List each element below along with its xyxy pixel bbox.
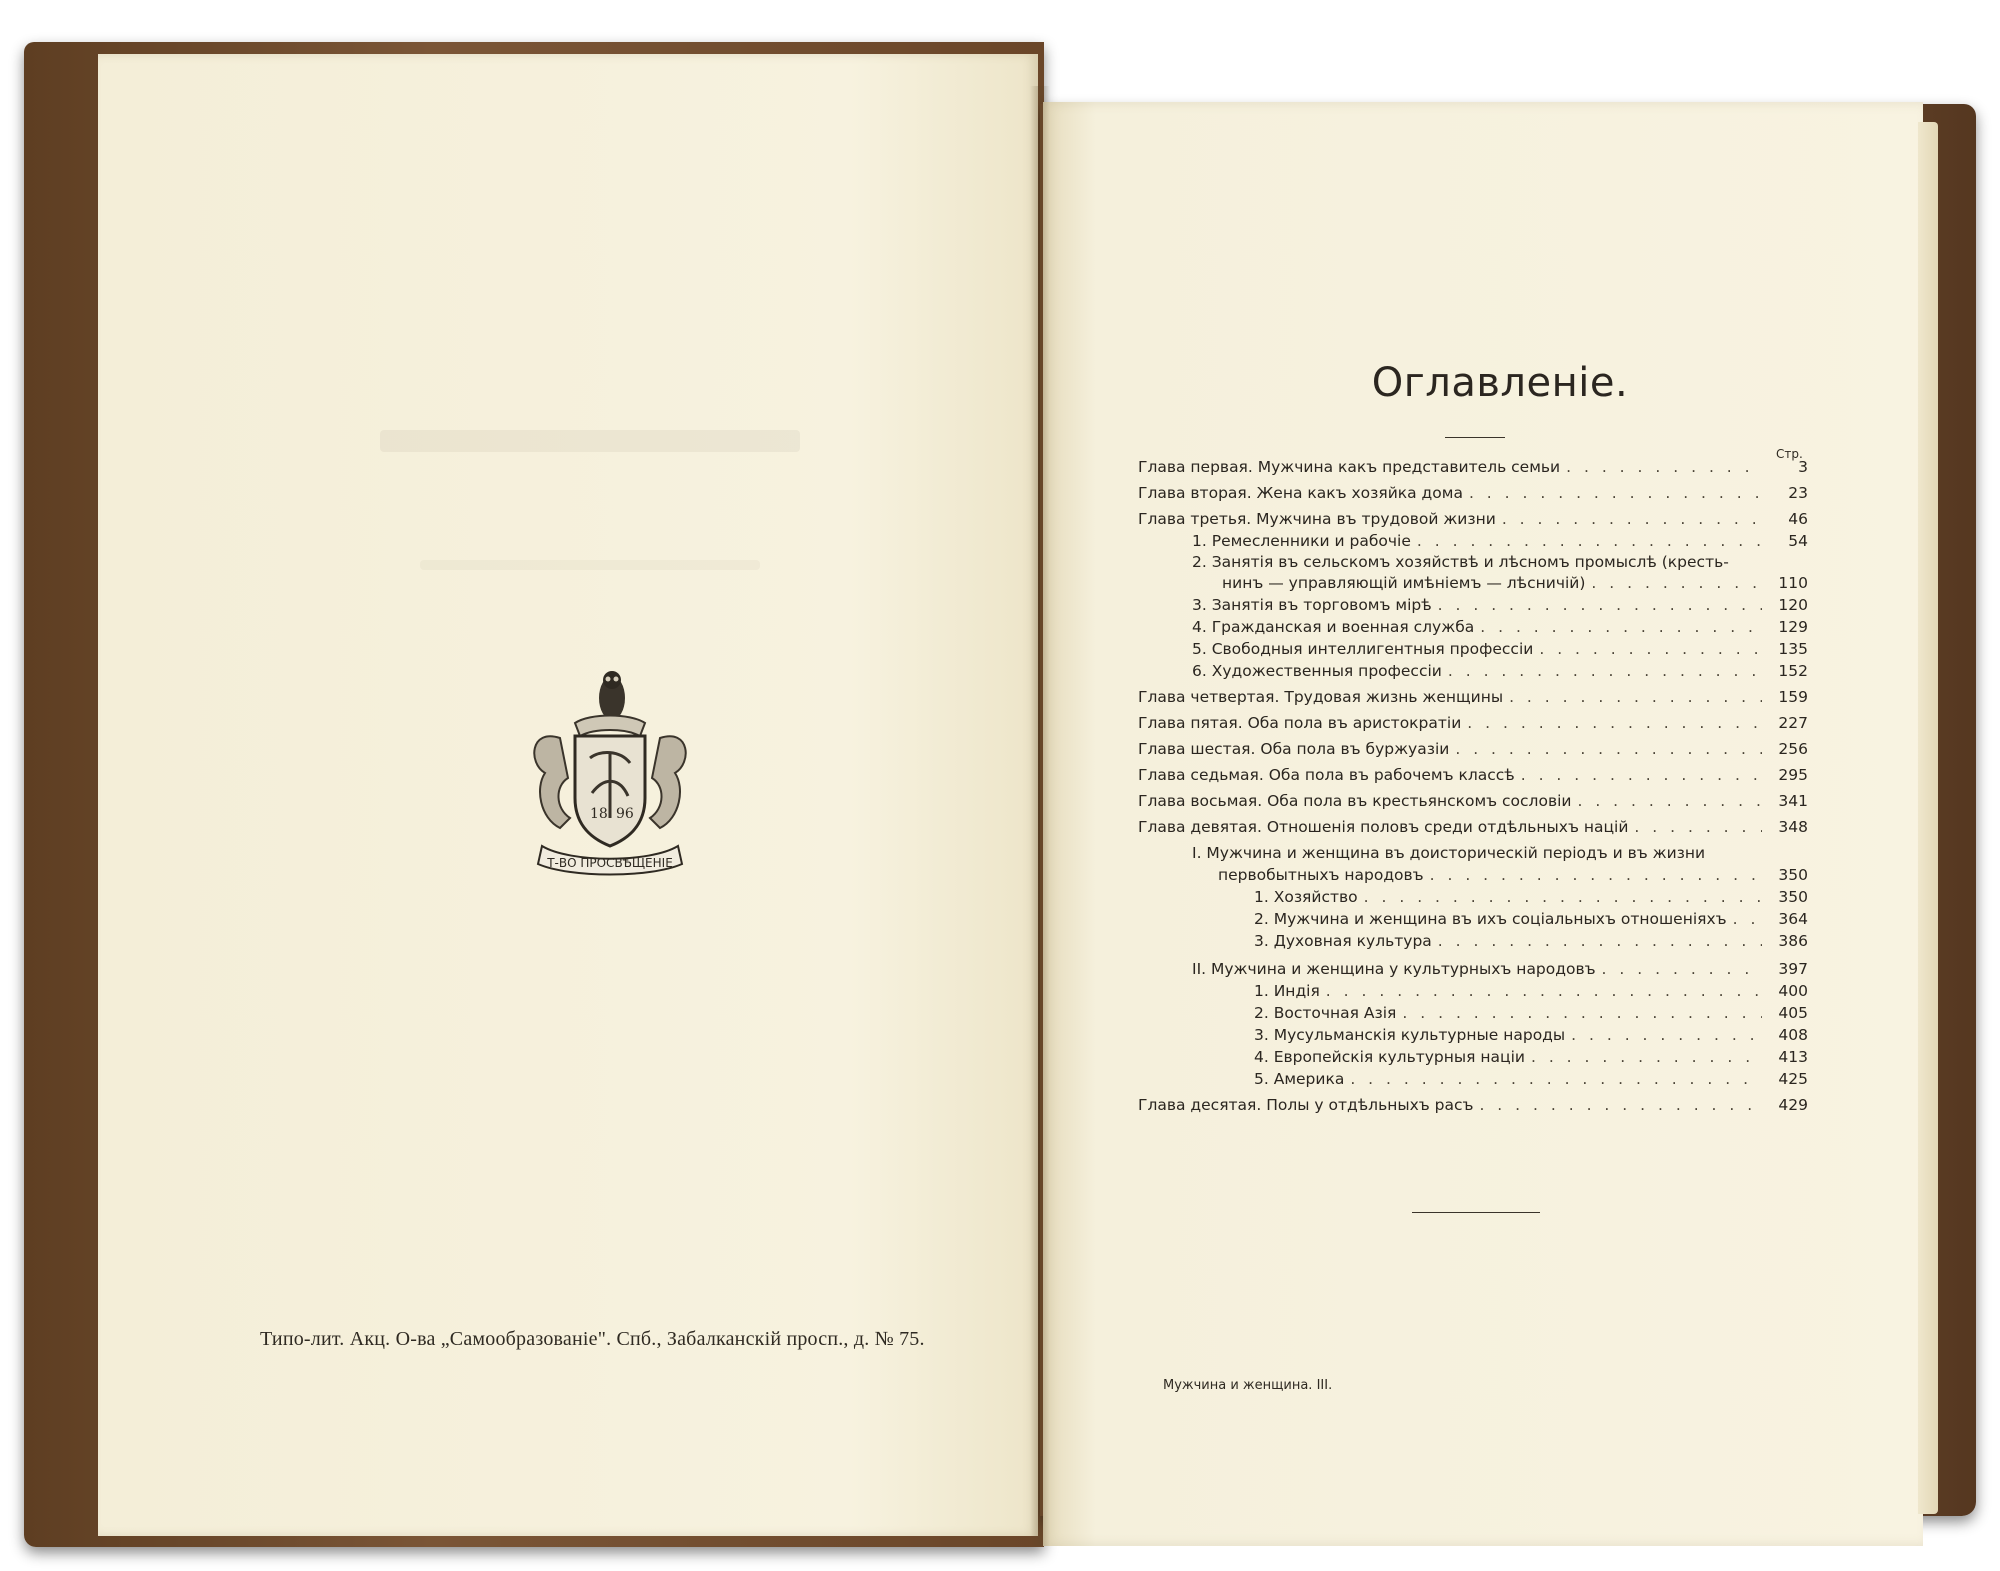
toc-entry-text: Глава седьмая. Оба пола въ рабочемъ классѣ (1138, 766, 1515, 784)
toc-entry-page: 295 (1778, 766, 1808, 784)
toc-entry-text: Глава девятая. Отношенія половъ среди отдѣльныхъ націй (1138, 818, 1629, 836)
toc-entry-page: 135 (1778, 640, 1808, 658)
toc-entry-text: Глава восьмая. Оба пола въ крестьянскомъ сословіи (1138, 792, 1572, 810)
toc-entry (1138, 740, 1808, 762)
toc-entry-text: Глава десятая. Полы у отдѣльныхъ расъ (1138, 1096, 1474, 1114)
toc-entry-text: нинъ — управляющій имѣніемъ — лѣсничій) (1222, 574, 1586, 592)
page-edges (1918, 122, 1938, 1514)
toc-entry (1192, 662, 1808, 684)
toc-entry-page: 159 (1778, 688, 1808, 706)
toc-entry (1138, 688, 1808, 710)
toc-entry-text: Глава шестая. Оба пола въ буржуазіи (1138, 740, 1450, 758)
toc-entry-page: 23 (1788, 484, 1808, 502)
title-rule (1445, 437, 1505, 438)
toc-entry-page: 405 (1778, 1004, 1808, 1022)
publisher-emblem-icon (520, 668, 700, 878)
toc-entry-text: Глава вторая. Жена какъ хозяйка дома (1138, 484, 1463, 502)
toc-entry-page: 400 (1778, 982, 1808, 1000)
toc-entry (1254, 1026, 1808, 1048)
toc-entry-text: первобытныхъ народовъ (1218, 866, 1424, 884)
toc-entry (1138, 714, 1808, 736)
toc-entry-text: 3. Занятія въ торговомъ мірѣ (1192, 596, 1432, 614)
toc-entry-page: 341 (1778, 792, 1808, 810)
show-through-line (420, 560, 760, 570)
show-through-title (380, 430, 800, 452)
toc-entry-text: 2. Восточная Азія (1254, 1004, 1397, 1022)
toc-entry (1138, 458, 1808, 480)
toc-entry (1254, 1070, 1808, 1092)
toc-entry-page: 348 (1778, 818, 1808, 836)
toc-entry (1192, 532, 1808, 554)
printer-imprint: Типо-лит. Акц. О-ва „Самообразованіе". Спб., Забалканскій просп., д. № 75. (260, 1328, 925, 1350)
toc-entry-page: 350 (1778, 888, 1808, 906)
toc-entry (1254, 1048, 1808, 1070)
toc-entry-page: 425 (1778, 1070, 1808, 1088)
emblem-year-left: 18 (590, 806, 608, 822)
toc-entry (1138, 766, 1808, 788)
toc-entry-page: 46 (1788, 510, 1808, 528)
toc-entry (1138, 1096, 1808, 1118)
toc-entry-page: 227 (1778, 714, 1808, 732)
toc-entry-text: 4. Гражданская и военная служба (1192, 618, 1475, 636)
toc-entry (1192, 640, 1808, 662)
toc-entry-page: 408 (1778, 1026, 1808, 1044)
toc-entry (1218, 866, 1808, 888)
toc-entry-page: 3 (1798, 458, 1808, 476)
toc-entry (1254, 910, 1808, 932)
toc-entry-page: 397 (1778, 960, 1808, 978)
toc-entry-page: 152 (1778, 662, 1808, 680)
emblem-banner-text: Т-ВО ПРОСВѢЩЕНІЕ (547, 856, 673, 870)
toc-entry-page: 256 (1778, 740, 1808, 758)
toc-entry-text: 1. Ремесленники и рабочіе (1192, 532, 1411, 550)
page-column-label: Стр. (1776, 447, 1803, 461)
toc-entry (1222, 574, 1808, 596)
toc-entry-page: 350 (1778, 866, 1808, 884)
toc-entry-page: 120 (1778, 596, 1808, 614)
toc-entry-text: Глава третья. Мужчина въ трудовой жизни (1138, 510, 1496, 528)
toc-entry (1138, 484, 1808, 506)
toc-entry (1138, 818, 1808, 840)
toc-entry (1138, 792, 1808, 814)
toc-entry-line: 2. Занятія въ сельскомъ хозяйствѣ и лѣсномъ промыслѣ (кресть- (1192, 553, 1729, 571)
toc-entry (1254, 932, 1808, 954)
end-rule (1412, 1212, 1540, 1213)
toc-entry-page: 429 (1778, 1096, 1808, 1114)
book-gutter (1030, 86, 1050, 1546)
toc-entry-text: II. Мужчина и женщина у культурныхъ народовъ (1192, 960, 1596, 978)
emblem-year-right: 96 (616, 806, 634, 822)
toc-entry-text: 1. Индія (1254, 982, 1320, 1000)
toc-entry-text: 2. Мужчина и женщина въ ихъ соціальныхъ отношеніяхъ (1254, 910, 1727, 928)
toc-entry (1192, 618, 1808, 640)
toc-entry-text: 1. Хозяйство (1254, 888, 1358, 906)
toc-entry (1192, 596, 1808, 618)
signature-footer: Мужчина и женщина. III. (1163, 1378, 1333, 1393)
toc-entry-text: Глава первая. Мужчина какъ представитель семьи (1138, 458, 1561, 476)
toc-entry-page: 110 (1778, 574, 1808, 592)
toc-entry-text: 4. Европейскія культурныя націи (1254, 1048, 1525, 1066)
toc-entry-page: 386 (1778, 932, 1808, 950)
toc-entry-line: I. Мужчина и женщина въ доисторическій періодъ и въ жизни (1192, 844, 1706, 862)
toc-entry-page: 54 (1788, 532, 1808, 550)
toc-entry-text: 3. Мусульманскія культурные народы (1254, 1026, 1566, 1044)
toc-entry (1254, 982, 1808, 1004)
toc-entry-text: 5. Америка (1254, 1070, 1345, 1088)
toc-entry (1254, 888, 1808, 910)
toc-entry-page: 413 (1778, 1048, 1808, 1066)
toc-entry (1254, 1004, 1808, 1026)
toc-entry-text: Глава четвертая. Трудовая жизнь женщины (1138, 688, 1504, 706)
toc-entry (1138, 510, 1808, 532)
toc-entry (1192, 960, 1808, 982)
toc-entry-text: 5. Свободныя интеллигентныя профессіи (1192, 640, 1534, 658)
toc-entry-text: Глава пятая. Оба пола въ аристократіи (1138, 714, 1462, 732)
toc-entry-text: 6. Художественныя профессіи (1192, 662, 1442, 680)
page-title: Оглавленіе. (1371, 360, 1629, 406)
toc-entry-page: 364 (1778, 910, 1808, 928)
toc-entry-page: 129 (1778, 618, 1808, 636)
toc-entry-text: 3. Духовная культура (1254, 932, 1432, 950)
